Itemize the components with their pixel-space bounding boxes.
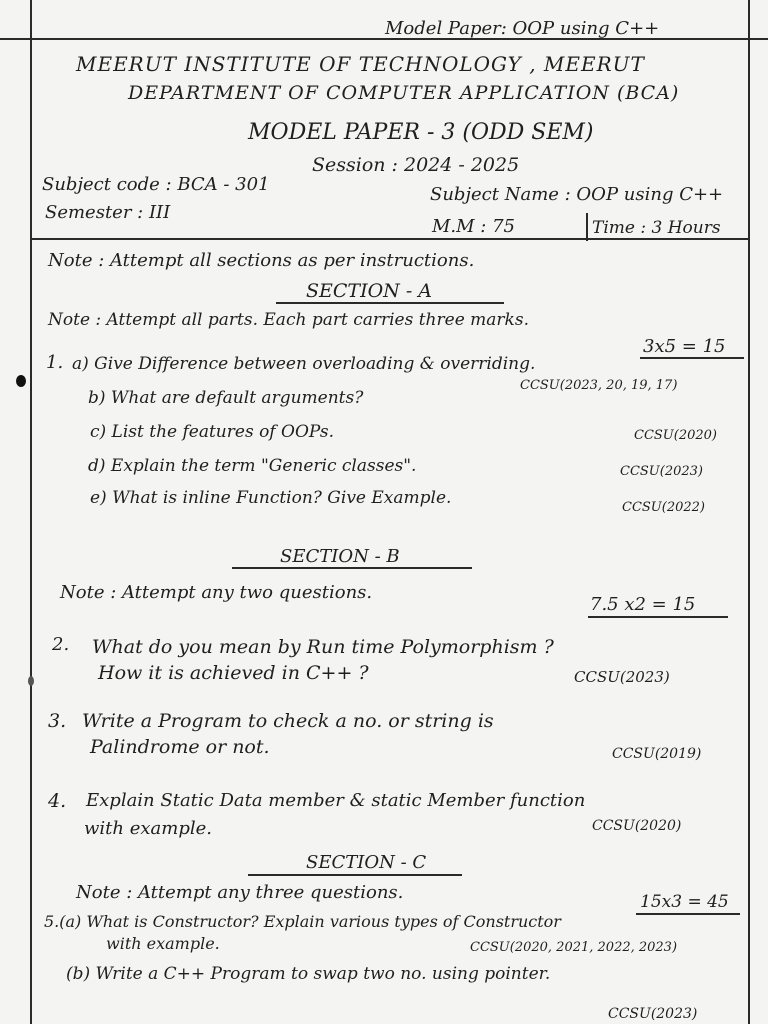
department-name: DEPARTMENT OF COMPUTER APPLICATION (BCA) xyxy=(128,82,680,104)
section-a-marks-underline xyxy=(640,357,744,359)
section-b-marks: 7.5 x2 = 15 xyxy=(590,594,696,615)
section-c-title: SECTION - C xyxy=(306,852,427,873)
question-2-line2: How it is achieved in C++ ? xyxy=(98,662,369,684)
question-4-number: 4. xyxy=(48,790,67,812)
section-a-note: Note : Attempt all parts. Each part carries three marks. xyxy=(48,310,529,330)
section-a-underline xyxy=(276,302,504,304)
general-note: Note : Attempt all sections as per instructions. xyxy=(48,250,475,271)
q1c-ref: CCSU(2020) xyxy=(634,428,717,443)
section-c-underline xyxy=(248,874,462,876)
question-5a-ref: CCSU(2020, 2021, 2022, 2023) xyxy=(470,940,678,955)
section-b-note: Note : Attempt any two questions. xyxy=(60,582,373,603)
q1e-text: e) What is inline Function? Give Example. xyxy=(90,488,452,508)
question-2-number: 2. xyxy=(52,634,70,655)
q1b-text: b) What are default arguments? xyxy=(88,388,364,408)
section-a-title: SECTION - A xyxy=(306,280,433,302)
question-2-ref: CCSU(2023) xyxy=(574,668,670,686)
q1a-text: a) Give Difference between overloading & overriding. xyxy=(72,354,536,374)
section-c-marks: 15x3 = 45 xyxy=(640,892,729,912)
max-marks: M.M : 75 xyxy=(432,216,515,237)
question-5b-ref: CCSU(2023) xyxy=(608,1006,698,1022)
question-4-ref: CCSU(2020) xyxy=(592,818,682,834)
question-4-line1: Explain Static Data member & static Member function xyxy=(86,790,586,811)
question-4-line2: with example. xyxy=(84,818,212,839)
question-3-line1: Write a Program to check a no. or string is xyxy=(82,710,494,732)
question-3-ref: CCSU(2019) xyxy=(612,746,702,762)
section-b-underline xyxy=(232,567,472,569)
q1d-text: d) Explain the term "Generic classes". xyxy=(88,456,417,476)
section-c-marks-underline xyxy=(636,913,740,915)
marks-time-separator xyxy=(586,213,588,241)
question-3-number: 3. xyxy=(48,710,67,732)
q1e-ref: CCSU(2022) xyxy=(622,500,705,515)
question-5a-line1: 5.(a) What is Constructor? Explain various types of Constructor xyxy=(44,912,561,931)
punch-hole-mark-2 xyxy=(28,676,34,686)
q1d-ref: CCSU(2023) xyxy=(620,464,703,479)
exam-time: Time : 3 Hours xyxy=(592,218,721,238)
header-divider xyxy=(30,238,750,240)
section-a-marks: 3x5 = 15 xyxy=(643,336,726,357)
model-paper-tag: Model Paper: OOP using C++ xyxy=(385,18,660,39)
q1c-text: c) List the features of OOPs. xyxy=(90,422,334,442)
section-c-note: Note : Attempt any three questions. xyxy=(76,882,404,903)
question-1-number: 1. xyxy=(46,352,64,373)
question-5a-line2: with example. xyxy=(106,934,220,953)
question-3-line2: Palindrome or not. xyxy=(90,736,270,758)
subject-code: Subject code : BCA - 301 xyxy=(42,174,270,195)
left-margin-line xyxy=(30,0,32,1024)
section-b-marks-underline xyxy=(588,616,728,618)
institute-name: MEERUT INSTITUTE OF TECHNOLOGY , MEERUT xyxy=(76,52,645,76)
question-5b: (b) Write a C++ Program to swap two no. using pointer. xyxy=(66,964,551,984)
punch-hole-mark xyxy=(16,375,26,387)
question-2-line1: What do you mean by Run time Polymorphism ? xyxy=(92,636,554,658)
subject-name: Subject Name : OOP using C++ xyxy=(430,184,724,205)
right-margin-line xyxy=(748,0,750,1024)
section-b-title: SECTION - B xyxy=(280,546,400,567)
semester: Semester : III xyxy=(45,202,171,223)
q1a-ref: CCSU(2023, 20, 19, 17) xyxy=(520,378,678,393)
session: Session : 2024 - 2025 xyxy=(312,154,520,176)
paper-title: MODEL PAPER - 3 (ODD SEM) xyxy=(248,120,594,145)
